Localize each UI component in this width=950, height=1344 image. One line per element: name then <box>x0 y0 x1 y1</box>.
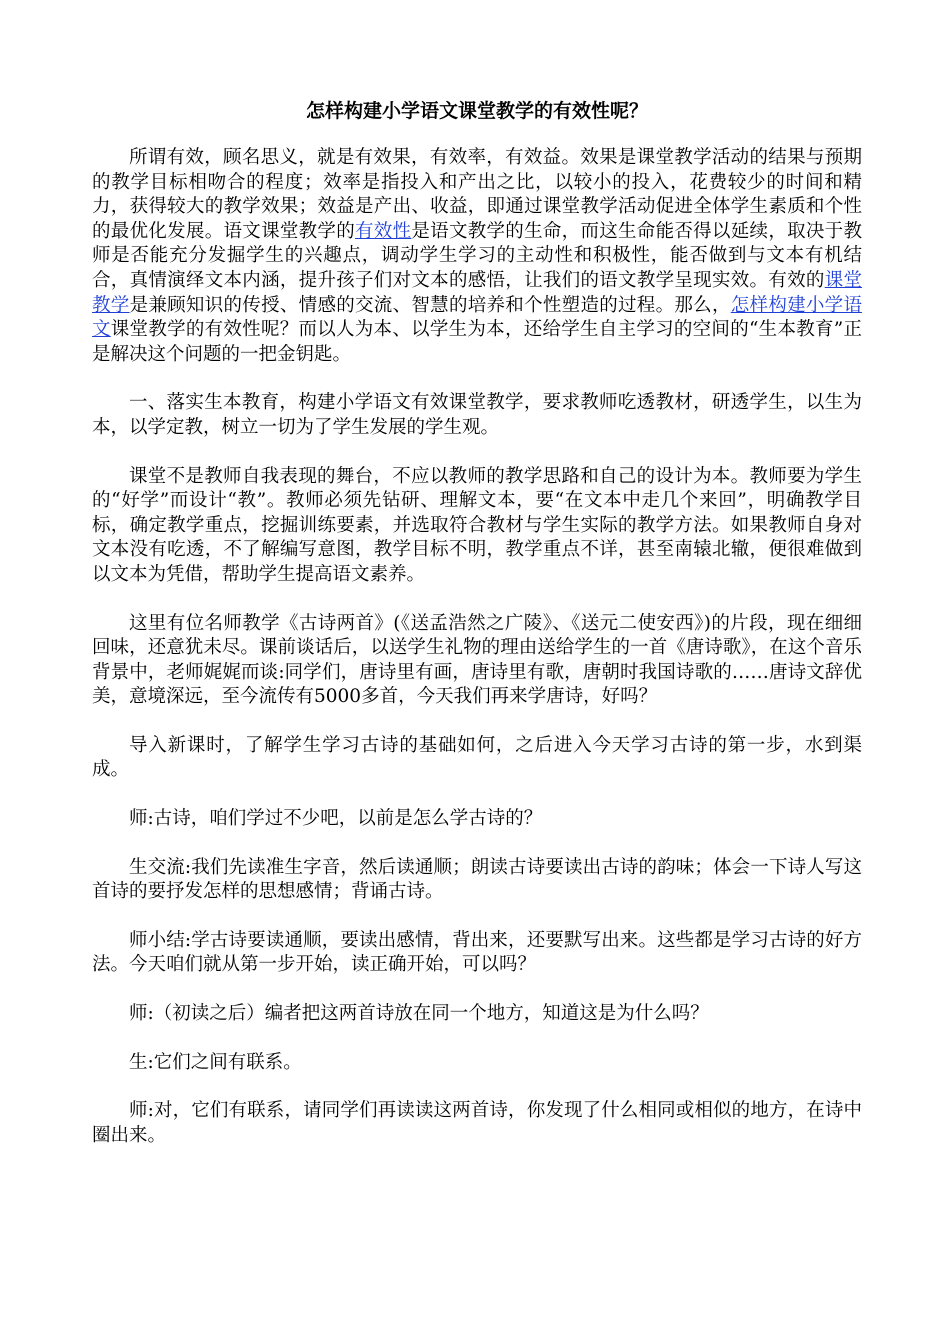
paragraph-text: 课堂教学的有效性呢？而以人为本、以学生为本，还给学生自主学习的空间的“生本教育”正是解决这个问题的一把金钥匙。 <box>92 319 862 365</box>
paragraph-text: 是语文教学的生命，而这生命能否得以延续，取决于教师是否能充分发掘学生的兴趣点，调动学生学习的主动性和积极性，能否做到与文本有机结合，真情演绎文本内涵，提升孩子们对文本的感悟，让我们的语文教学呈现实效。有效的 <box>92 220 862 291</box>
paragraph-example: 这里有位名师教学《古诗两首》(《送孟浩然之广陵》、《送元二使安西》)的片段，现在细细回味，还意犹未尽。课前谈话后，以送学生礼物的理由送给学生的一首《唐诗歌》，在这个音乐背景中，老师娓娓而谈:同学们，唐诗里有画，唐诗里有歌，唐朝时我国诗歌的……唐诗文辞优美，意境深远，至今流传有5000多首，今天我们再来学唐诗，好吗？ <box>92 612 862 708</box>
paragraph-classroom-stage: 课堂不是教师自我表现的舞台，不应以教师的教学思路和自己的设计为本。教师要为学生的“好学”而设计“教”。教师必须先钻研、理解文本，要“在文本中走几个来回”，明确教学目标，确定教学重点，挖掘训练要素，并选取符合教材与学生实际的教学方法。如果教师自身对文本没有吃透，不了解编写意图，教学目标不明，教学重点不详，甚至南辕北辙，便很难做到以文本为凭借，帮助学生提高语文素养。 <box>92 465 862 585</box>
paragraph-dialogue: 师:（初读之后）编者把这两首诗放在同一个地方，知道这是为什么吗？ <box>129 1003 709 1025</box>
paragraph-text: 所谓有效，顾名思义，就是有效果，有效率，有效益。效果是课堂教学活动的结果与预期的教学目标相吻合的程度；效率是指投入和产出之比，以较小的投入，花费较少的时间和精力，获得较大的教学效果；效益是产出、收益，即通过课堂教学活动促进全体学生素质和个性的最优化发展。语文课堂教学的 <box>92 147 862 242</box>
link-how-to-build[interactable]: 怎样构建小学语文 <box>92 294 862 341</box>
paragraph-introduction-lesson: 导入新课时，了解学生学习古诗的基础如何，之后进入今天学习古诗的第一步，水到渠成。 <box>92 734 862 781</box>
link-effectiveness[interactable]: 有效性 <box>355 220 412 242</box>
paragraph-text: 是兼顾知识的传授、情感的交流、智慧的培养和个性塑造的过程。那么， <box>129 294 731 316</box>
document-title: 怎样构建小学语文课堂教学的有效性呢？ <box>305 100 648 122</box>
paragraph-dialogue: 生:它们之间有联系。 <box>129 1051 302 1073</box>
paragraph-dialogue: 师:古诗，咱们学过不少吧，以前是怎么学古诗的？ <box>129 808 543 830</box>
document-page <box>92 98 862 1172</box>
paragraph-section-one: 一、落实生本教育，构建小学语文有效课堂教学，要求教师吃透教材，研透学生，以生为本，以学定教，树立一切为了学生发展的学生观。 <box>92 392 862 438</box>
paragraph-dialogue: 生交流:我们先读准生字音，然后读通顺；朗读古诗要读出古诗的韵味；体会一下诗人写这首诗的要抒发怎样的思想感情；背诵古诗。 <box>92 856 862 903</box>
paragraph-dialogue: 师:对，它们有联系，请同学们再读读这两首诗，你发现了什么相同或相似的地方，在诗中圈出来。 <box>92 1100 862 1146</box>
paragraph-intro <box>92 146 862 367</box>
link-classroom-teaching[interactable]: 课堂教学 <box>92 269 862 316</box>
paragraph-dialogue: 师小结:学古诗要读通顺，要读出感情，背出来，还要默写出来。这些都是学习古诗的好方法。今天咱们就从第一步开始，读正确开始，可以吗？ <box>92 929 862 976</box>
